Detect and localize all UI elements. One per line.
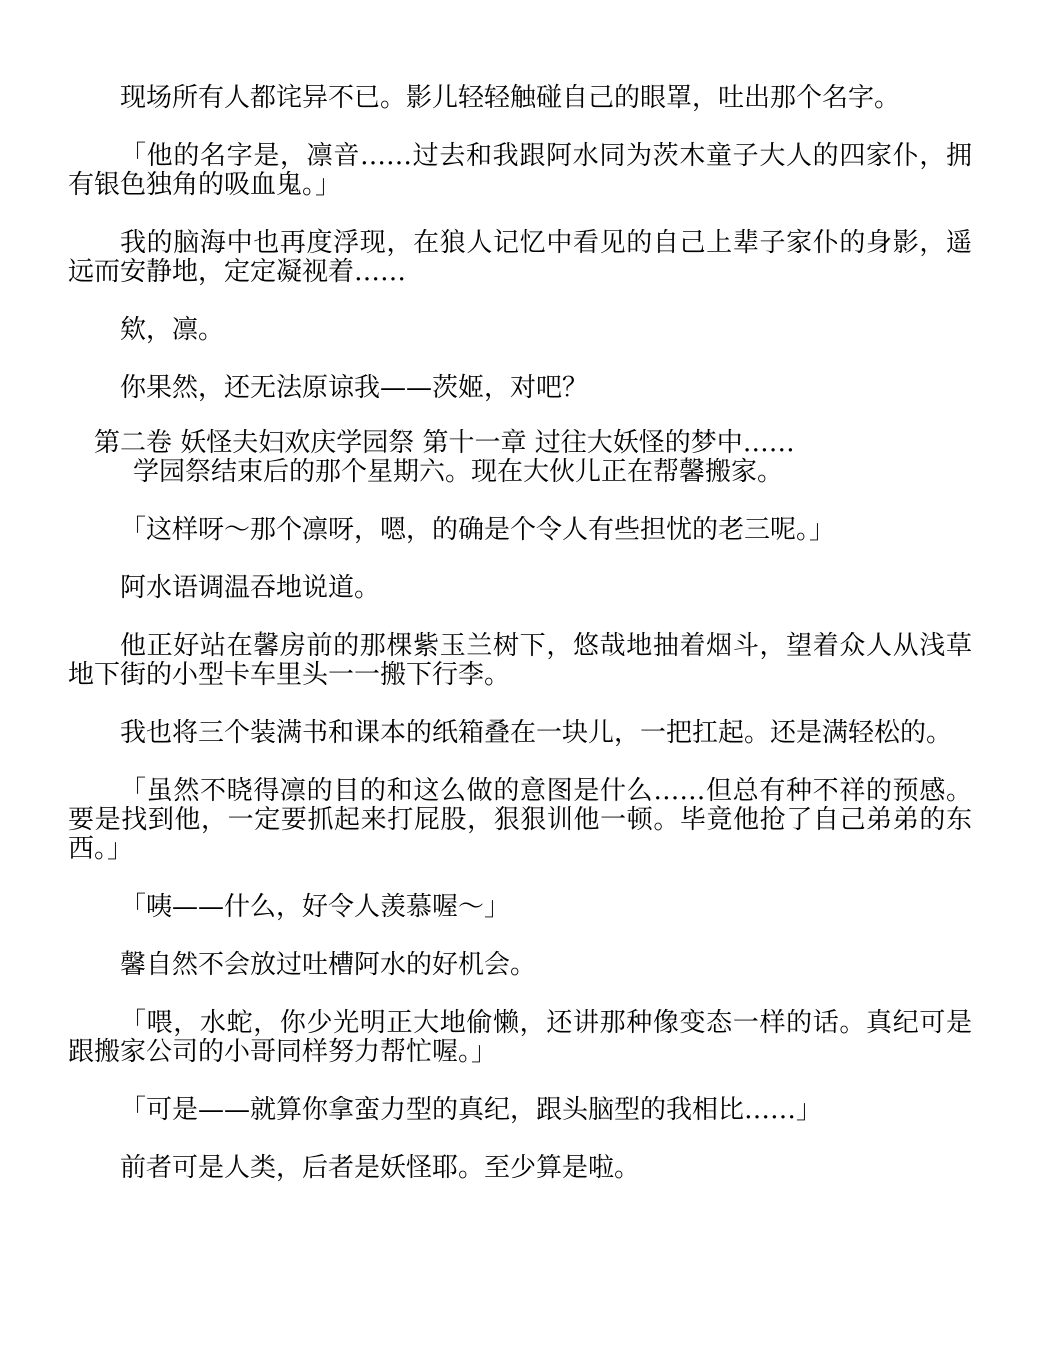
document-page bbox=[68, 84, 972, 1183]
dialogue-paragraph: 「虽然不晓得凛的目的和这么做的意图是什么……但总有种不祥的预感。要是找到他，一定要抓起来打屁股，狠狠训他一顿。毕竟他抢了自己弟弟的东西。」 bbox=[68, 776, 972, 864]
paragraph: 我的脑海中也再度浮现，在狼人记忆中看见的自己上辈子家仆的身影，遥远而安静地，定定凝视着…… bbox=[68, 228, 972, 287]
paragraph: 阿水语调温吞地说道。 bbox=[120, 573, 381, 603]
paragraph: 前者可是人类，后者是妖怪耶。至少算是啦。 bbox=[120, 1153, 641, 1183]
paragraph: 馨自然不会放过吐槽阿水的好机会。 bbox=[120, 950, 537, 980]
paragraph: 你果然，还无法原谅我——茨姬，对吧？ bbox=[120, 373, 589, 403]
paragraph: 我也将三个装满书和课本的纸箱叠在一块儿，一把扛起。还是满轻松的。 bbox=[120, 718, 953, 748]
chapter-heading: 第二卷 妖怪夫妇欢庆学园祭 第十一章 过往大妖怪的梦中…… bbox=[94, 428, 795, 458]
paragraph: 欸，凛。 bbox=[120, 315, 225, 345]
dialogue-paragraph: 「咦——什么，好令人羡慕喔～」 bbox=[120, 892, 511, 922]
dialogue-paragraph: 「这样呀～那个凛呀，嗯，的确是个令人有些担忧的老三呢。」 bbox=[120, 515, 836, 545]
dialogue-paragraph: 「他的名字是，凛音……过去和我跟阿水同为茨木童子大人的四家仆，拥有银色独角的吸血鬼。」 bbox=[68, 141, 972, 200]
paragraph: 现场所有人都诧异不已。影儿轻轻触碰自己的眼罩，吐出那个名字。 bbox=[120, 83, 901, 113]
dialogue-paragraph: 「可是——就算你拿蛮力型的真纪，跟头脑型的我相比……」 bbox=[120, 1095, 823, 1125]
paragraph: 学园祭结束后的那个星期六。现在大伙儿正在帮馨搬家。 bbox=[133, 457, 784, 487]
paragraph: 他正好站在馨房前的那棵紫玉兰树下，悠哉地抽着烟斗，望着众人从浅草地下街的小型卡车里头一一搬下行李。 bbox=[68, 631, 972, 690]
dialogue-paragraph: 「喂，水蛇，你少光明正大地偷懒，还讲那种像变态一样的话。真纪可是跟搬家公司的小哥同样努力帮忙喔。」 bbox=[68, 1008, 972, 1067]
